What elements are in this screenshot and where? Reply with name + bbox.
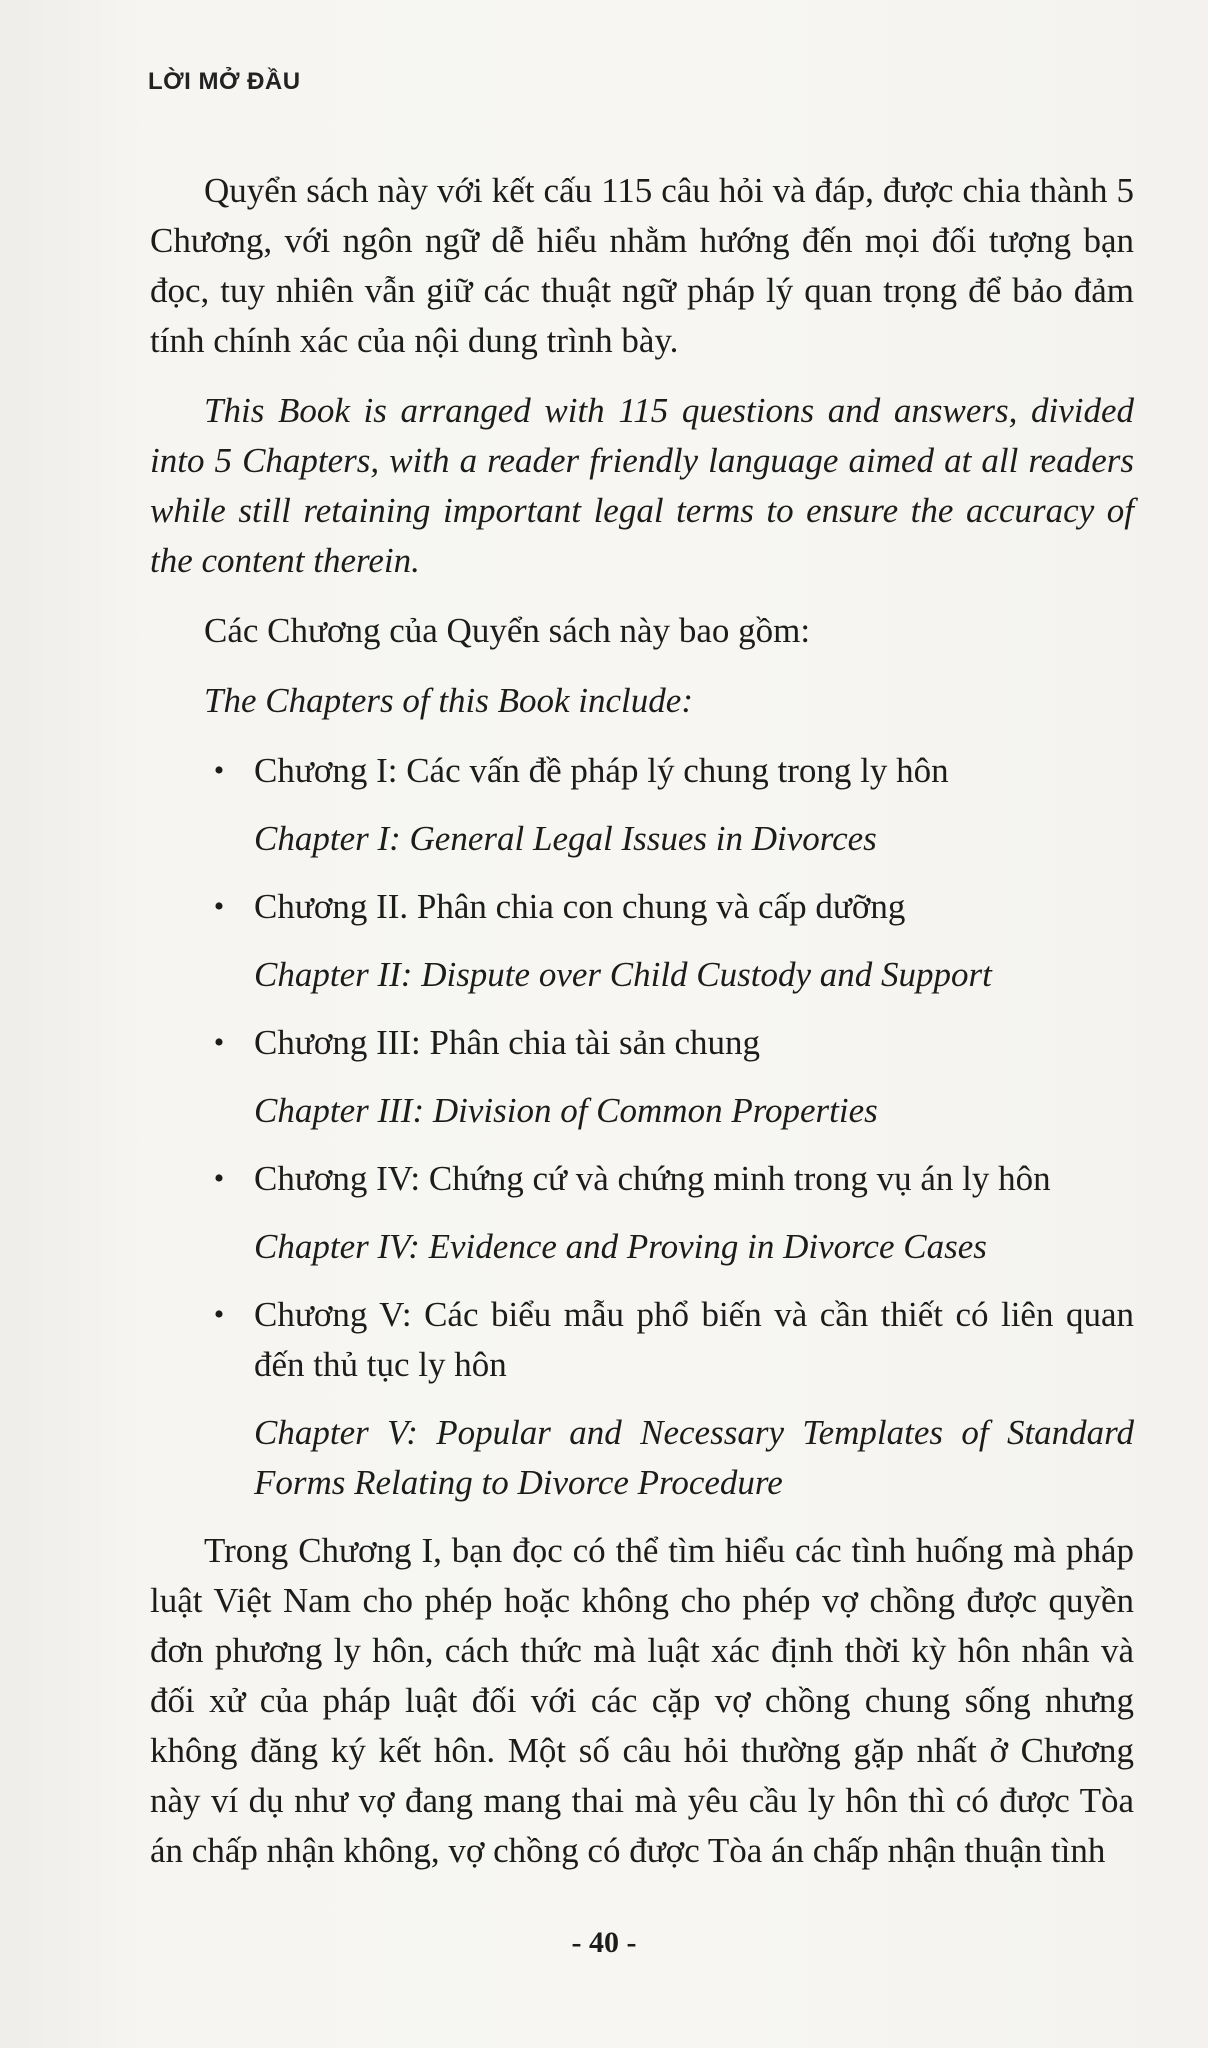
bullet-icon: • (213, 1298, 225, 1331)
paragraph-gap (150, 656, 1134, 676)
section-header: LỜI MỞ ĐẦU (148, 68, 301, 95)
page-number: - 40 - (571, 1926, 637, 1959)
paragraph-gap (150, 586, 1134, 606)
bullet-icon: • (213, 754, 225, 787)
chapter-title-en: Chapter II: Dispute over Child Custody and Support (254, 955, 992, 994)
chapter-title-vi: Chương III: Phân chia tài sản chung (254, 1023, 760, 1062)
chapter-item (150, 882, 1134, 1000)
bullet-icon: • (213, 1162, 225, 1195)
chapter-list (150, 746, 1134, 1508)
chapter-title-en: Chapter III: Division of Common Properties (254, 1091, 878, 1130)
chapter-item (150, 1154, 1134, 1272)
page-content (150, 166, 1134, 1876)
chapters-intro-en: The Chapters of this Book include: (204, 681, 693, 720)
chapters-intro-vi: Các Chương của Quyển sách này bao gồm: (204, 611, 811, 650)
chapter-title-en: Chapter IV: Evidence and Proving in Divorce Cases (254, 1227, 987, 1266)
chapter-item (150, 746, 1134, 864)
chapter-item (150, 1018, 1134, 1136)
bullet-icon: • (213, 890, 225, 923)
closing-paragraph-vi: Trong Chương I, bạn đọc có thể tìm hiểu các tình huống mà pháp luật Việt Nam cho phép hoặc không cho phép vợ chồng được quyền đơn phương ly hôn, cách thức mà luật xác định thời kỳ hôn nhân và đối xử của pháp luật đối với các cặp vợ chồng chung sống nhưng không đăng ký kết hôn. Một số câu hỏi thường gặp nhất ở Chương này ví dụ như vợ đang mang thai mà yêu cầu ly hôn thì có được Tòa án chấp nhận không, vợ chồng có được Tòa án chấp nhận thuận tình (150, 1531, 1134, 1870)
chapter-title-vi: Chương II. Phân chia con chung và cấp dưỡng (254, 887, 906, 926)
chapter-title-vi: Chương I: Các vấn đề pháp lý chung trong ly hôn (254, 751, 949, 790)
chapter-title-vi: Chương IV: Chứng cứ và chứng minh trong vụ án ly hôn (254, 1159, 1051, 1198)
chapter-title-en: Chapter V: Popular and Necessary Templates of Standard Forms Relating to Divorce Procedure (254, 1413, 1134, 1502)
bullet-icon: • (213, 1026, 225, 1059)
intro-paragraph-en: This Book is arranged with 115 questions and answers, divided into 5 Chapters, with a reader friendly language aimed at all readers while still retaining important legal terms to ensure the accuracy of the content therein. (150, 391, 1134, 580)
intro-paragraph-vi: Quyển sách này với kết cấu 115 câu hỏi và đáp, được chia thành 5 Chương, với ngôn ngữ dễ hiểu nhằm hướng đến mọi đối tượng bạn đọc, tuy nhiên vẫn giữ các thuật ngữ pháp lý quan trọng để bảo đảm tính chính xác của nội dung trình bày. (150, 171, 1134, 360)
paragraph-gap (150, 366, 1134, 386)
chapter-item (150, 1290, 1134, 1508)
chapter-title-vi: Chương V: Các biểu mẫu phổ biến và cần thiết có liên quan đến thủ tục ly hôn (254, 1295, 1134, 1384)
chapter-title-en: Chapter I: General Legal Issues in Divorces (254, 819, 877, 858)
